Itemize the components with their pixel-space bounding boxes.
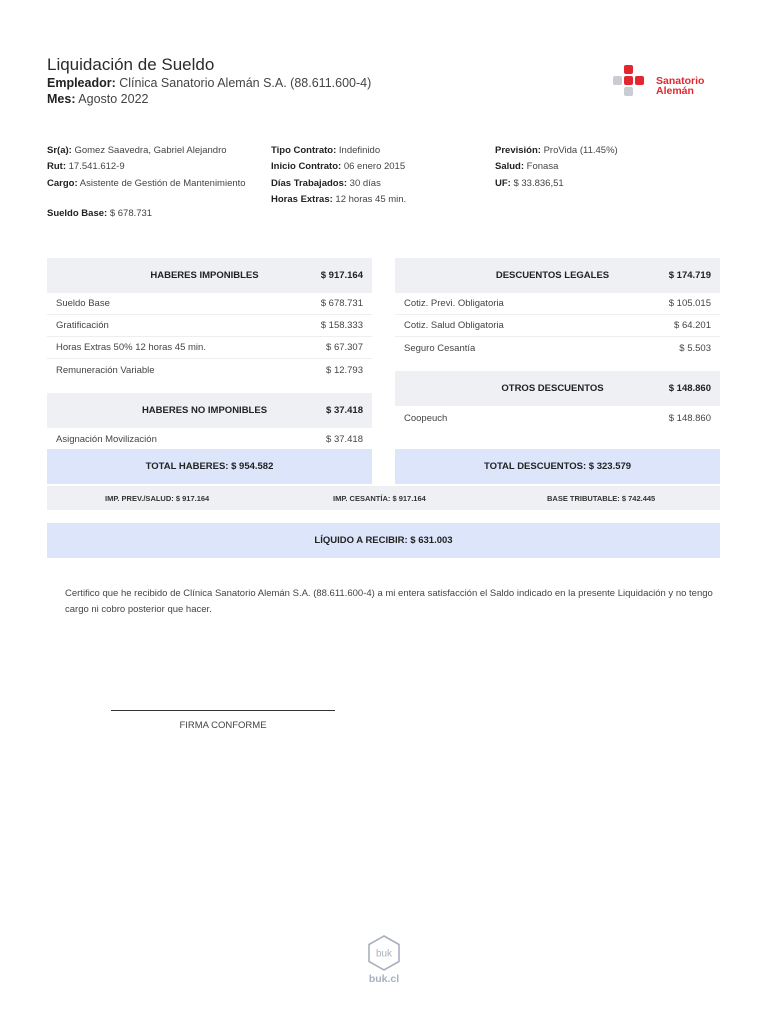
logo-square — [624, 87, 633, 96]
row-value: $ 64.201 — [674, 320, 711, 331]
prevision-row — [495, 143, 618, 159]
table-row — [395, 406, 720, 430]
employee-name: Gomez Saavedra, Gabriel Alejandro — [74, 145, 227, 156]
employee-cargo-row — [47, 176, 246, 192]
uf-value: $ 33.836,51 — [513, 177, 564, 189]
signature-label: FIRMA CONFORME — [179, 720, 267, 731]
month-value: Agosto 2022 — [78, 92, 149, 106]
row-value: $ 158.333 — [320, 320, 363, 331]
prevision-info — [495, 143, 618, 192]
table-row — [47, 293, 372, 315]
employee-cargo: Asistente de Gestión de Mantenimiento — [79, 177, 246, 189]
salud-label: Salud: — [495, 161, 525, 173]
base-tributable: BASE TRIBUTABLE: $ 742.445 — [547, 494, 656, 503]
logo-line-2: Alemán — [656, 85, 694, 97]
certification-text: Certifico que he recibido de Clínica Sanatorio Alemán S.A. (88.611.600-4) a mi entera satisfacción el Saldo indicado en la presente Liquidación y no tengo cargo ni cobro posterior que hacer. — [65, 588, 713, 615]
employee-name-label: Sr(a): — [47, 145, 72, 156]
section-header — [395, 371, 720, 406]
section-title: OTROS DESCUENTOS — [501, 383, 604, 394]
employer-label: Empleador: — [47, 76, 116, 90]
table-row — [47, 359, 372, 381]
contract-type-row — [271, 143, 406, 159]
logo-square — [624, 65, 633, 74]
section-total: $ 37.418 — [326, 405, 363, 416]
sueldo-base-row — [47, 208, 152, 219]
section-title: DESCUENTOS LEGALES — [495, 270, 610, 281]
overtime-row — [271, 192, 406, 208]
table-row — [395, 293, 720, 315]
total-haberes: TOTAL HABERES: $ 954.582 — [47, 449, 372, 484]
worked-days: 30 días — [349, 177, 381, 189]
contract-info — [271, 143, 406, 208]
section-total: $ 917.164 — [320, 270, 363, 281]
row-value: $ 105.015 — [668, 298, 711, 309]
month-label: Mes: — [47, 92, 76, 106]
row-label: Cotiz. Salud Obligatoria — [404, 320, 504, 331]
employer-line — [47, 76, 371, 90]
table-row — [47, 315, 372, 337]
table-row — [47, 337, 372, 359]
overtime-label: Horas Extras: — [271, 193, 333, 205]
worked-days-label: Días Trabajados: — [271, 177, 348, 189]
employee-rut: 17.541.612-9 — [68, 161, 125, 173]
employer-value: Clínica Sanatorio Alemán S.A. (88.611.600-4) — [119, 76, 372, 90]
contract-start-label: Inicio Contrato: — [271, 161, 342, 173]
worked-days-row — [271, 176, 406, 192]
row-value: $ 148.860 — [668, 412, 711, 424]
employee-rut-row — [47, 159, 246, 175]
employee-cargo-label: Cargo: — [47, 177, 78, 189]
liquido-a-recibir: LÍQUIDO A RECIBIR: $ 631.003 — [47, 523, 720, 558]
table-row — [395, 315, 720, 337]
contract-start-row — [271, 159, 406, 175]
row-label: Remuneración Variable — [56, 364, 155, 376]
prevision-label: Previsión: — [495, 145, 541, 156]
section-header — [47, 393, 372, 428]
sueldo-base-label: Sueldo Base: — [47, 208, 108, 219]
section-title: HABERES IMPONIBLES — [150, 270, 259, 281]
signature-line — [111, 710, 335, 711]
descuentos-legales-section — [395, 258, 720, 359]
uf-label: UF: — [495, 177, 511, 189]
logo-square — [624, 76, 633, 85]
row-label: Gratificación — [56, 320, 109, 331]
row-label: Sueldo Base — [56, 298, 110, 309]
base-prev-salud: IMP. PREV./SALUD: $ 917.164 — [105, 494, 210, 503]
employee-name-row — [47, 143, 246, 159]
salud-row — [495, 159, 618, 175]
buk-hexagon-icon — [367, 935, 401, 971]
row-label: Horas Extras 50% 12 horas 45 min. — [56, 342, 206, 353]
overtime: 12 horas 45 min. — [335, 193, 407, 205]
prevision-value: ProVida (11.45%) — [543, 145, 618, 156]
row-value: $ 37.418 — [326, 433, 363, 445]
employee-rut-label: Rut: — [47, 161, 66, 173]
employee-info — [47, 143, 246, 192]
base-cesantia: IMP. CESANTÍA: $ 917.164 — [333, 494, 426, 503]
haberes-imponibles-section — [47, 258, 372, 381]
sueldo-base-value: $ 678.731 — [109, 208, 153, 219]
sanatorio-aleman-logo — [610, 64, 720, 104]
row-value: $ 678.731 — [320, 298, 363, 309]
logo-text — [656, 76, 704, 96]
contract-type-label: Tipo Contrato: — [271, 145, 337, 156]
row-label: Asignación Movilización — [56, 433, 157, 445]
row-label: Coopeuch — [404, 412, 448, 424]
buk-badge-text: buk — [375, 948, 393, 960]
bases-bar — [47, 486, 720, 510]
otros-descuentos-section — [395, 371, 720, 430]
logo-square — [613, 76, 622, 85]
uf-row — [495, 176, 618, 192]
section-header — [395, 258, 720, 293]
logo-square — [635, 76, 644, 85]
row-value: $ 5.503 — [679, 342, 711, 354]
section-header — [47, 258, 372, 293]
row-label: Seguro Cesantía — [404, 342, 476, 354]
contract-type: Indefinido — [338, 145, 381, 156]
section-total: $ 174.719 — [668, 270, 711, 281]
row-label: Cotiz. Previ. Obligatoria — [404, 298, 504, 309]
buk-footer — [364, 935, 404, 990]
salud-value: Fonasa — [526, 161, 559, 173]
buk-site: buk.cl — [368, 973, 400, 985]
table-row — [395, 337, 720, 359]
document-title: Liquidación de Sueldo — [47, 55, 215, 74]
table-row — [47, 428, 372, 450]
section-total: $ 148.860 — [668, 383, 711, 394]
haberes-no-imponibles-section — [47, 393, 372, 450]
section-title: HABERES NO IMPONIBLES — [141, 405, 268, 416]
contract-start: 06 enero 2015 — [343, 161, 406, 173]
row-value: $ 12.793 — [326, 364, 363, 376]
total-descuentos: TOTAL DESCUENTOS: $ 323.579 — [395, 449, 720, 484]
row-value: $ 67.307 — [326, 342, 363, 353]
logo-line-1: Sanatorio — [656, 75, 705, 87]
month-line — [47, 92, 148, 106]
